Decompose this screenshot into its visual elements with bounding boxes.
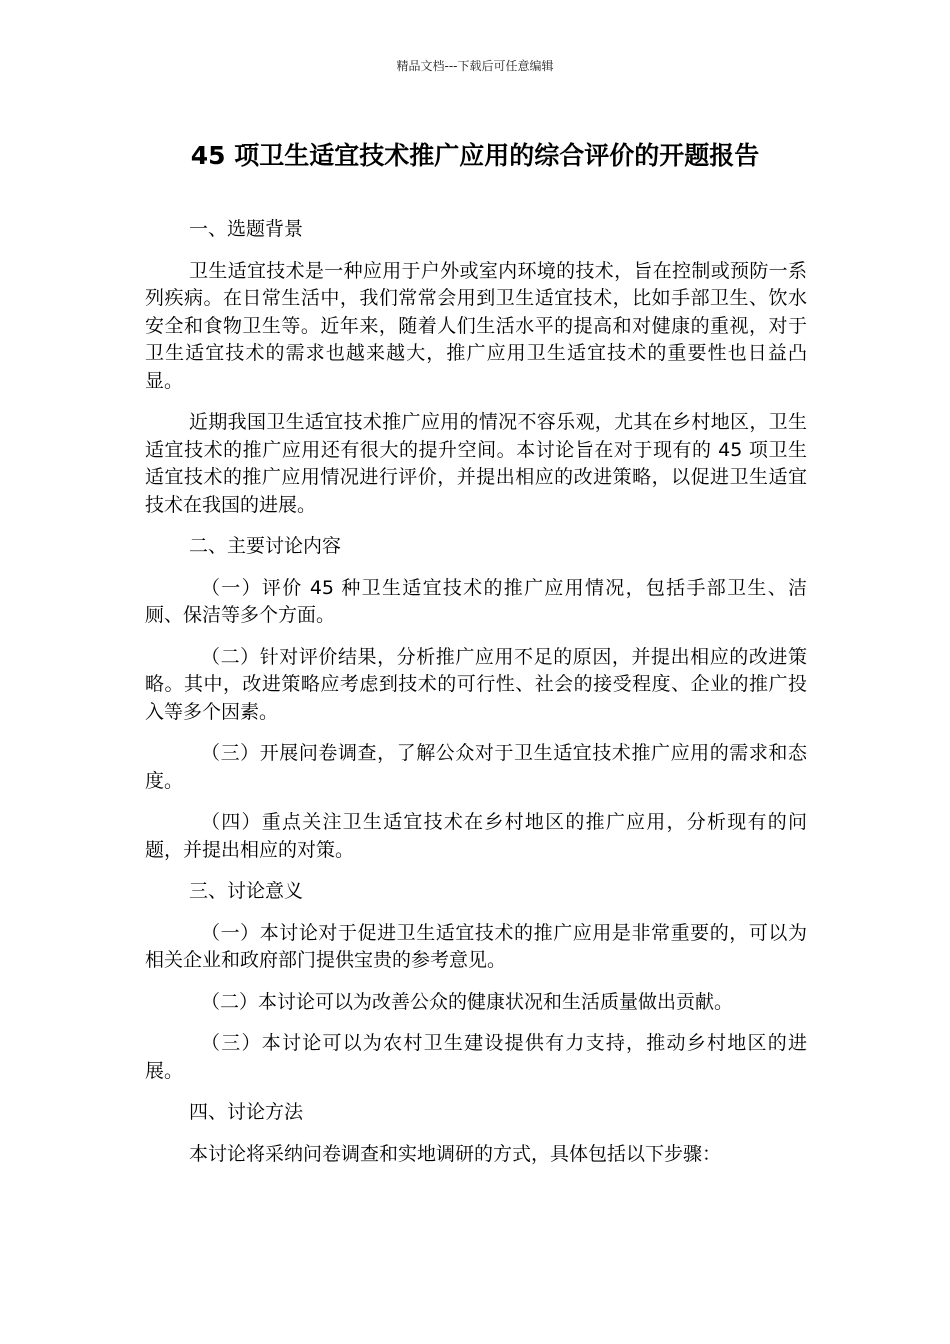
significance-item-1: （一）本讨论对于促进卫生适宜技术的推广应用是非常重要的，可以为相关企业和政府部门提供宝贵的参考意见。 (145, 921, 807, 971)
section-heading-main-content: 二、主要讨论内容 (189, 535, 342, 557)
content-item-4: （四）重点关注卫生适宜技术在乡村地区的推广应用，分析现有的问题，并提出相应的对策。 (145, 811, 807, 861)
significance-item-3: （三）本讨论可以为农村卫生建设提供有力支持，推动乡村地区的进展。 (145, 1032, 807, 1082)
paragraph-background-2: 近期我国卫生适宜技术推广应用的情况不容乐观，尤其在乡村地区，卫生适宜技术的推广应用还有很大的提升空间。本讨论旨在对于现有的 45 项卫生适宜技术的推广应用情况进行评价，并提出相应的改进策略，以促进卫生适宜技术在我国的进展。 (145, 411, 807, 516)
paragraph-background-1: 卫生适宜技术是一种应用于户外或室内环境的技术，旨在控制或预防一系列疾病。在日常生活中，我们常常会用到卫生适宜技术，比如手部卫生、饮水安全和食物卫生等。近年来，随着人们生活水平的提高和对健康的重视，对于卫生适宜技术的需求也越来越大，推广应用卫生适宜技术的重要性也日益凸显。 (145, 259, 807, 392)
section-heading-significance: 三、讨论意义 (189, 880, 304, 902)
paragraph-method-1: 本讨论将采纳问卷调查和实地调研的方式，具体包括以下步骤： (189, 1142, 722, 1165)
significance-item-2: （二）本讨论可以为改善公众的健康状况和生活质量做出贡献。 (201, 990, 734, 1013)
document-title: 45 项卫生适宜技术推广应用的综合评价的开题报告 (190, 141, 760, 170)
document-body (145, 216, 807, 1182)
section-heading-background: 一、选题背景 (189, 218, 304, 240)
section-heading-method: 四、讨论方法 (189, 1101, 304, 1123)
content-item-3: （三）开展问卷调查，了解公众对于卫生适宜技术推广应用的需求和态度。 (145, 742, 807, 792)
header-note: 精品文档---下载后可任意编辑 (396, 59, 554, 73)
content-item-2: （二）针对评价结果，分析推广应用不足的原因，并提出相应的改进策略。其中，改进策略应考虑到技术的可行性、社会的接受程度、企业的推广投入等多个因素。 (145, 645, 807, 723)
content-item-1: （一）评价 45 种卫生适宜技术的推广应用情况，包括手部卫生、洁厕、保洁等多个方面。 (145, 576, 807, 626)
